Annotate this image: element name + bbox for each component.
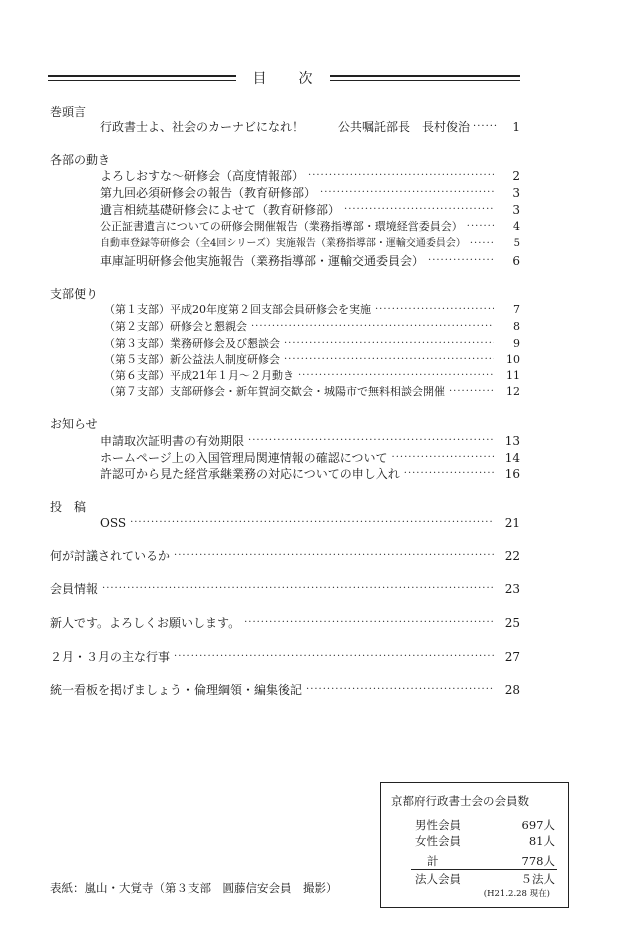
double-rule-right bbox=[330, 75, 520, 81]
entry-title: 何が討議されているか bbox=[50, 549, 171, 563]
toc-title-left-char: 目 bbox=[252, 71, 268, 87]
toc-entry[interactable] bbox=[100, 433, 520, 449]
entry-page: 4 bbox=[513, 220, 520, 233]
toc-entry[interactable] bbox=[100, 466, 520, 482]
double-rule-left bbox=[48, 75, 236, 81]
entry-page: 12 bbox=[506, 385, 520, 398]
member-box-title: 京都府行政書士会の会員数 bbox=[391, 794, 529, 808]
toc-entry[interactable] bbox=[50, 615, 520, 631]
entry-title: 許認可から見た経営承継業務の対応についての申し入れ bbox=[100, 467, 400, 481]
toc-entry[interactable] bbox=[100, 515, 520, 531]
leader-dots bbox=[298, 368, 494, 384]
member-value: 81人 bbox=[528, 834, 555, 848]
leader-dots bbox=[375, 302, 494, 318]
leader-dots bbox=[102, 581, 494, 597]
member-label: 男性会員 bbox=[415, 818, 461, 832]
member-row bbox=[415, 853, 555, 869]
cover-caption: 表紙：嵐山・大覚寺（第３支部 圓藤信安会員 撮影） bbox=[50, 881, 338, 895]
entry-page: 25 bbox=[504, 616, 520, 630]
leader-dots bbox=[174, 548, 494, 564]
entry-page: 14 bbox=[504, 451, 520, 465]
entry-title: 新人です。よろしくお願いします。 bbox=[50, 616, 241, 630]
toc-entry[interactable] bbox=[100, 219, 520, 235]
toc-entry[interactable] bbox=[104, 336, 520, 352]
leader-dots bbox=[449, 384, 494, 400]
member-value: 778人 bbox=[521, 854, 555, 868]
toc-entry[interactable] bbox=[100, 236, 520, 252]
toc-title bbox=[236, 70, 330, 88]
member-value: 697人 bbox=[521, 818, 555, 832]
entry-title: 申請取次証明書の有効期限 bbox=[100, 434, 245, 448]
entry-page: 1 bbox=[512, 120, 520, 134]
entry-page: 21 bbox=[504, 516, 520, 530]
toc-entry[interactable] bbox=[100, 202, 520, 218]
entry-page: 13 bbox=[504, 434, 520, 448]
entry-page: 8 bbox=[513, 320, 520, 333]
entry-title: よろしおすな〜研修会（高度情報部） bbox=[100, 169, 305, 183]
member-row bbox=[415, 833, 555, 849]
member-row bbox=[415, 871, 555, 887]
entry-title: 車庫証明研修会他実施報告（業務指導部・運輸交通委員会） bbox=[100, 254, 425, 268]
section-title: お知らせ bbox=[50, 417, 98, 431]
toc-heading bbox=[48, 70, 520, 88]
leader-dots bbox=[428, 253, 494, 269]
entry-author: 公共嘱託部長 長村俊治 bbox=[338, 120, 471, 134]
leader-dots bbox=[470, 236, 494, 252]
entry-page: 6 bbox=[512, 254, 520, 268]
entry-page: 28 bbox=[504, 683, 520, 697]
leader-dots bbox=[467, 219, 494, 235]
toc-entry[interactable] bbox=[104, 384, 520, 400]
toc-entry[interactable] bbox=[50, 682, 520, 698]
leader-dots bbox=[308, 168, 494, 184]
member-row bbox=[415, 817, 555, 833]
toc-entry[interactable] bbox=[100, 119, 520, 135]
toc-entry[interactable] bbox=[100, 253, 520, 269]
entry-title: 自動車登録等研修会（全4回シリーズ）実施報告（業務指導部・運輸交通委員会） bbox=[100, 238, 466, 249]
entry-page: 16 bbox=[504, 467, 520, 481]
leader-dots bbox=[130, 515, 494, 531]
entry-title: 第九回必須研修会の報告（教育研修部） bbox=[100, 186, 317, 200]
member-count-box bbox=[380, 782, 569, 908]
entry-title: ２月・３月の主な行事 bbox=[50, 650, 171, 664]
entry-title: （第７支部）支部研修会・新年賀詞交歓会・城陽市で無料相談会開催 bbox=[104, 385, 445, 398]
entry-title: 行政書士よ、社会のカーナビになれ！ bbox=[100, 120, 305, 134]
entry-page: 5 bbox=[513, 238, 520, 249]
section-title: 各部の動き bbox=[50, 153, 111, 167]
toc-entry[interactable] bbox=[50, 649, 520, 665]
member-count-date: (H21.2.28 現在) bbox=[483, 889, 550, 899]
section-title: 投 稿 bbox=[50, 500, 87, 514]
entry-page: 3 bbox=[512, 186, 520, 200]
leader-dots bbox=[174, 649, 494, 665]
toc-title-right-char: 次 bbox=[298, 71, 314, 87]
entry-page: 11 bbox=[506, 369, 520, 382]
entry-title: （第３支部）業務研修会及び懇談会 bbox=[104, 337, 280, 350]
toc-entry[interactable] bbox=[100, 450, 520, 466]
leader-dots bbox=[284, 352, 494, 368]
leader-dots bbox=[284, 336, 494, 352]
member-label: 法人会員 bbox=[415, 872, 461, 886]
toc-entry[interactable] bbox=[104, 302, 520, 318]
entry-title: （第２支部）研修会と懇親会 bbox=[104, 320, 247, 333]
toc-entry[interactable] bbox=[100, 185, 520, 201]
section-title: 支部便り bbox=[50, 287, 99, 301]
member-label: 計 bbox=[427, 854, 439, 868]
entry-page: 27 bbox=[504, 650, 520, 664]
entry-title: 統一看板を掲げましょう・倫理綱領・編集後記 bbox=[50, 683, 303, 697]
leader-dots bbox=[248, 433, 494, 449]
toc-entry[interactable] bbox=[104, 319, 520, 335]
leader-dots bbox=[251, 319, 494, 335]
entry-title: 公正証書遺言についての研修会開催報告（業務指導部・環境経営委員会） bbox=[100, 220, 463, 233]
leader-dots bbox=[404, 466, 494, 482]
toc-entry[interactable] bbox=[104, 352, 520, 368]
leader-dots bbox=[306, 682, 494, 698]
entry-title: 遺言相続基礎研修会によせて（教育研修部） bbox=[100, 203, 341, 217]
leader-dots: ······ bbox=[473, 121, 499, 132]
entry-title: 会員情報 bbox=[50, 582, 99, 596]
entry-title: ホームページ上の入国管理局関連情報の確認について bbox=[100, 451, 388, 465]
entry-page: 2 bbox=[512, 169, 520, 183]
member-label: 女性会員 bbox=[415, 834, 461, 848]
toc-entry[interactable] bbox=[100, 168, 520, 184]
entry-page: 7 bbox=[513, 303, 520, 316]
leader-dots bbox=[392, 450, 494, 466]
entry-page: 10 bbox=[506, 353, 520, 366]
toc-entry[interactable] bbox=[104, 368, 520, 384]
member-sum-rule bbox=[411, 869, 557, 870]
leader-dots bbox=[244, 615, 494, 631]
entry-title: （第１支部）平成20年度第２回支部会員研修会を実施 bbox=[104, 303, 371, 316]
entry-page: 3 bbox=[512, 203, 520, 217]
member-value: ５法人 bbox=[520, 872, 555, 886]
entry-title: （第５支部）新公益法人制度研修会 bbox=[104, 353, 280, 366]
toc-entry[interactable] bbox=[50, 581, 520, 597]
leader-dots bbox=[320, 185, 494, 201]
leader-dots bbox=[344, 202, 494, 218]
entry-page: 22 bbox=[504, 549, 520, 563]
toc-entry[interactable] bbox=[50, 548, 520, 564]
section-title: 巻頭言 bbox=[50, 105, 87, 119]
entry-page: 9 bbox=[513, 337, 520, 350]
entry-title: （第６支部）平成21年１月〜２月動き bbox=[104, 369, 294, 382]
entry-title: OSS bbox=[100, 516, 127, 530]
entry-page: 23 bbox=[504, 582, 520, 596]
